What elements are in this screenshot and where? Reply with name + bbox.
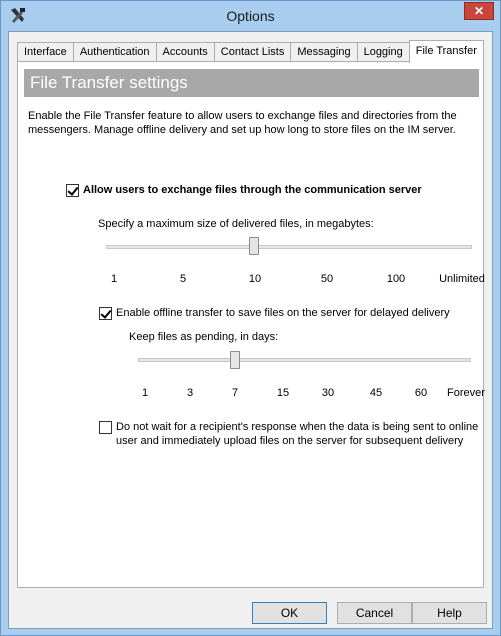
title-bar[interactable] — [1, 1, 500, 31]
no-wait-checkbox[interactable] — [99, 421, 112, 434]
no-wait-row[interactable] — [99, 420, 478, 448]
ok-button[interactable]: OK — [252, 602, 327, 624]
tab-accounts[interactable]: Accounts — [156, 42, 215, 62]
no-wait-label-line2: user and immediately upload files on the server for subsequent delivery — [116, 435, 464, 447]
tab-interface[interactable]: Interface — [17, 42, 74, 62]
pending-tick-label: 45 — [369, 387, 383, 399]
max-size-thumb[interactable] — [249, 237, 259, 255]
pending-tick-label: 7 — [231, 387, 239, 399]
close-button[interactable] — [464, 2, 494, 20]
intro-text: Enable the File Transfer feature to allow users to exchange files and directories from the messengers. Manage offline delivery and set up how long to store files on the IM server. — [28, 110, 457, 136]
max-size-tick-label: 5 — [179, 273, 187, 285]
pending-tick-label: 1 — [141, 387, 149, 399]
tab-authentication[interactable]: Authentication — [73, 42, 157, 62]
offline-label: Enable offline transfer to save files on the server for delayed delivery — [116, 307, 450, 319]
allow-exchange-row[interactable] — [66, 183, 422, 197]
pending-tick-label: 15 — [276, 387, 290, 399]
offline-checkbox[interactable] — [99, 307, 112, 320]
pending-tick-label: 3 — [186, 387, 194, 399]
no-wait-label-line1: Do not wait for a recipient's response when the data is being sent to online — [116, 421, 479, 433]
dialog-client — [8, 31, 493, 629]
pending-tick-label: Forever — [447, 387, 485, 399]
tab-messaging[interactable]: Messaging — [290, 42, 357, 62]
window-title: Options — [226, 8, 275, 24]
offline-row[interactable] — [99, 306, 450, 320]
max-size-tick-label: 100 — [386, 273, 406, 285]
help-button[interactable]: Help — [412, 602, 487, 624]
max-size-tick-label: Unlimited — [439, 273, 485, 285]
cancel-button[interactable]: Cancel — [337, 602, 412, 624]
max-size-tick-label: 50 — [320, 273, 334, 285]
pending-track[interactable] — [138, 358, 471, 362]
allow-exchange-label: Allow users to exchange files through the communication server — [83, 184, 422, 196]
max-size-label: Specify a maximum size of delivered files, in megabytes: — [98, 218, 374, 230]
tab-logging[interactable]: Logging — [357, 42, 410, 62]
max-size-tick-label: 1 — [110, 273, 118, 285]
pending-label: Keep files as pending, in days: — [129, 331, 279, 343]
tab-strip — [17, 40, 483, 62]
pending-tick-label: 60 — [414, 387, 428, 399]
no-wait-label — [116, 420, 478, 448]
allow-exchange-checkbox[interactable] — [66, 184, 79, 197]
pending-tick-label: 30 — [321, 387, 335, 399]
file-transfer-panel — [17, 61, 484, 588]
max-size-tick-label: 10 — [248, 273, 262, 285]
close-icon: ✕ — [473, 4, 485, 18]
max-size-track[interactable] — [106, 245, 472, 249]
pending-thumb[interactable] — [230, 351, 240, 369]
panel-header: File Transfer settings — [24, 69, 479, 97]
tab-contact-lists[interactable]: Contact Lists — [214, 42, 292, 62]
tab-file-transfer[interactable]: File Transfer — [409, 40, 484, 63]
